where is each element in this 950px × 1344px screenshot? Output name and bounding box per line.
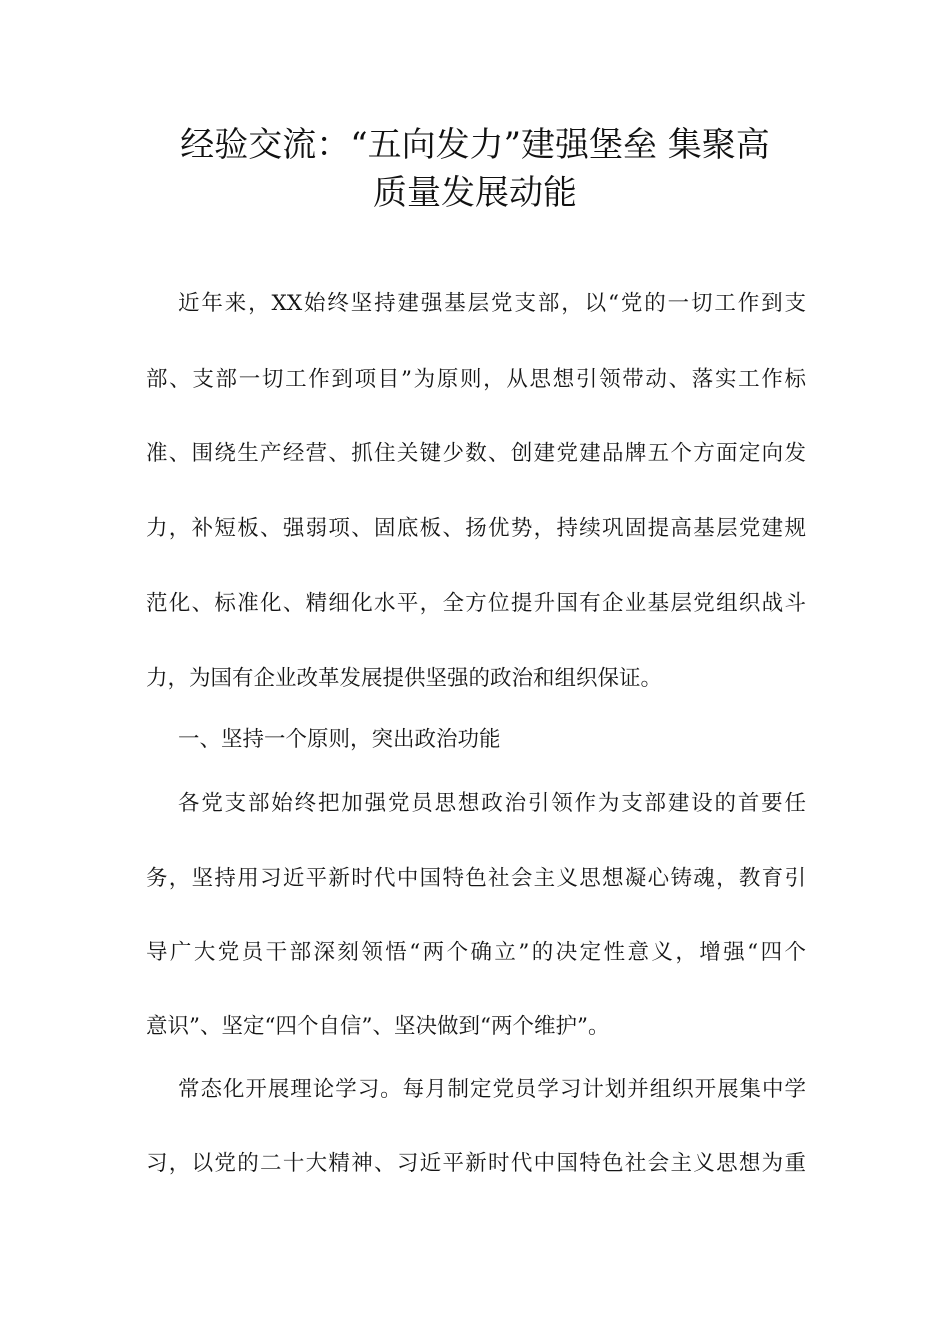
paragraph-2-line-2: 务，坚持用习近平新时代中国特色社会主义思想凝心铸魂，教育引 [146, 866, 806, 891]
paragraph-3-line-1: 常态化开展理论学习。每月制定党员学习计划并组织开展集中学 [178, 1077, 806, 1102]
document-title-line-2: 质量发展动能 [373, 173, 577, 213]
paragraph-1-line-1: 近年来，XX始终坚持建强基层党支部，以“党的一切工作到支 [178, 291, 806, 316]
document-title-line-1: 经验交流：“五向发力”建强堡垒 集聚高 [180, 125, 770, 165]
paragraph-2-line-1: 各党支部始终把加强党员思想政治引领作为支部建设的首要任 [178, 791, 806, 816]
paragraph-2-line-4: 意识”、坚定“四个自信”、坚决做到“两个维护”。 [146, 1014, 610, 1039]
section-heading-1: 一、坚持一个原则，突出政治功能 [178, 727, 501, 752]
paragraph-2-line-3: 导广大党员干部深刻领悟“两个确立”的决定性意义，增强“四个 [146, 940, 806, 965]
paragraph-1-line-3: 准、围绕生产经营、抓住关键少数、创建党建品牌五个方面定向发 [146, 441, 806, 466]
paragraph-1-line-5: 范化、标准化、精细化水平，全方位提升国有企业基层党组织战斗 [146, 591, 806, 616]
paragraph-1-line-4: 力，补短板、强弱项、固底板、扬优势，持续巩固提高基层党建规 [146, 516, 806, 541]
paragraph-1-line-6: 力，为国有企业改革发展提供坚强的政治和组织保证。 [146, 666, 663, 691]
paragraph-1-line-2: 部、支部一切工作到项目”为原则，从思想引领带动、落实工作标 [146, 367, 806, 392]
paragraph-3-line-2: 习，以党的二十大精神、习近平新时代中国特色社会主义思想为重 [146, 1151, 806, 1176]
